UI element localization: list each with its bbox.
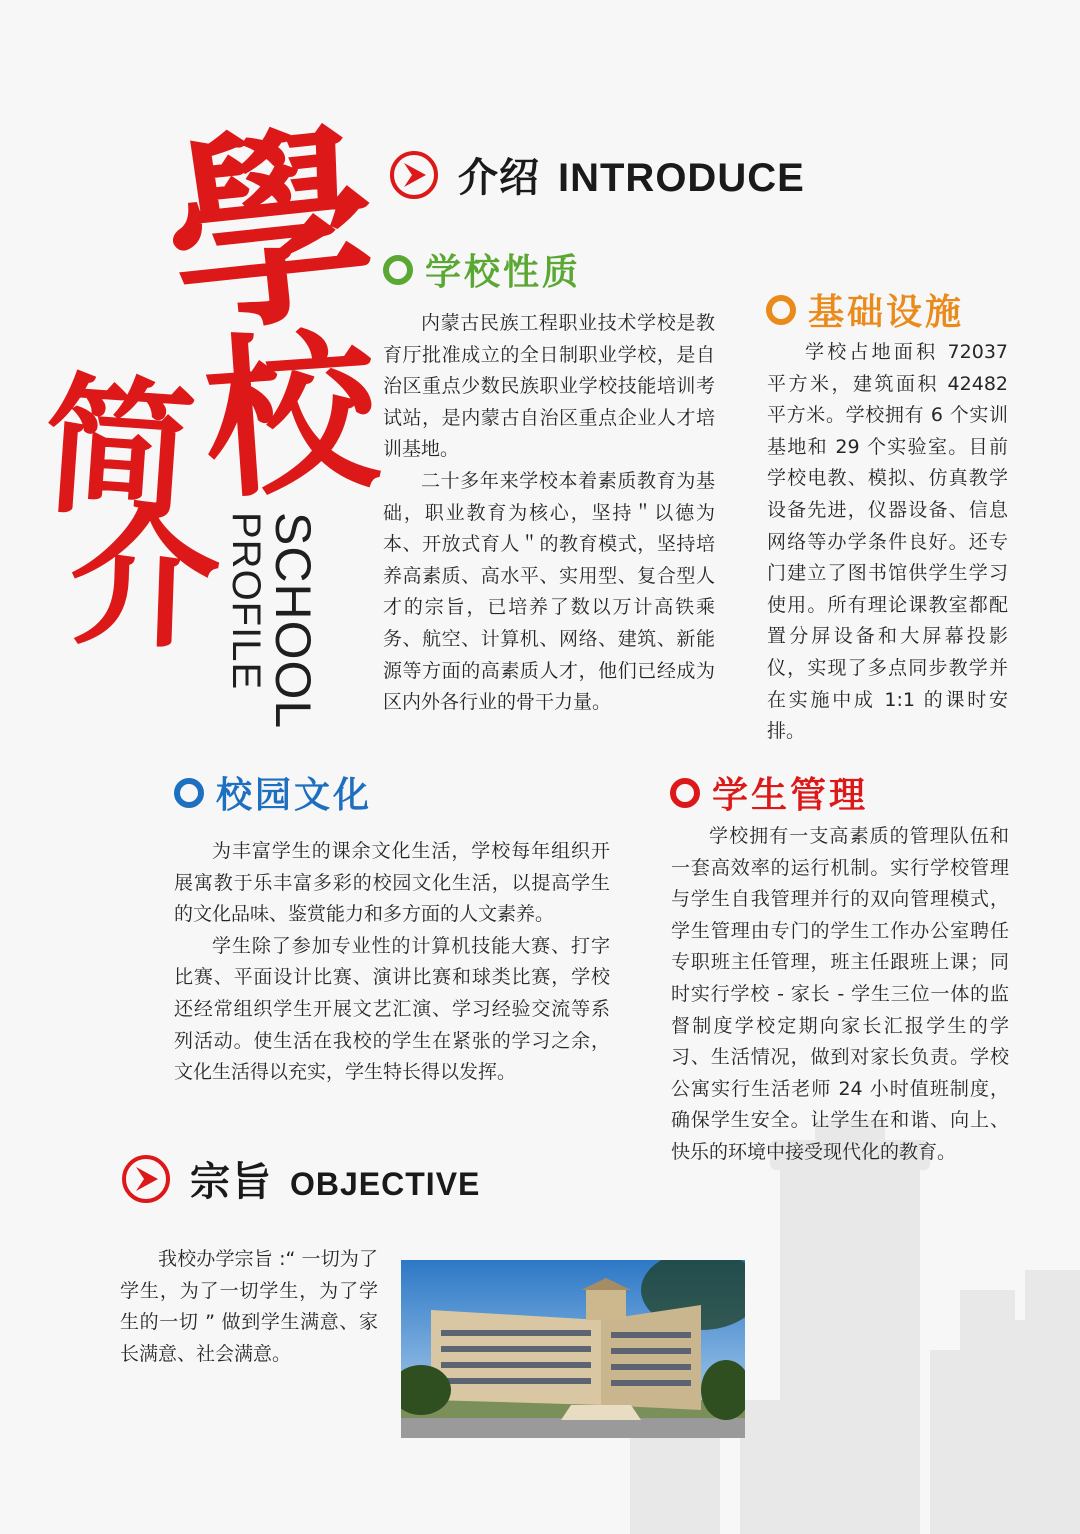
introduce-cn: 介绍 <box>458 156 540 200</box>
title-char-xue: 學 <box>155 99 389 365</box>
facilities-heading <box>766 284 964 335</box>
red-ring-icon <box>670 778 700 808</box>
culture-body <box>174 836 610 1089</box>
green-ring-icon <box>383 255 413 285</box>
culture-paragraph-2: 学生除了参加专业性的计算机技能大赛、打字比赛、平面设计比赛、演讲比赛和球类比赛，学校还经常组织学生开展文艺汇演、学习经验交流等系列活动。使生活在我校的学生在紧张的学习之余，文化生活得以充实，学生特长得以发挥。 <box>174 934 610 1084</box>
red-arrow-circle-icon <box>120 1153 172 1205</box>
objective-title <box>190 1150 480 1207</box>
culture-heading <box>174 767 372 818</box>
nature-paragraph-2: 二十多年来学校本着素质教育为基础，职业教育为核心，坚持＂以德为本、开放式育人＂的教育模式，坚持培养高素质、高水平、实用型、复合型人才的宗旨，已培养了数以万计高铁乘务、航空、计算机、网络、建筑、新能源等方面的高素质人才，他们已经成为区内外各行业的骨干力量。 <box>383 469 715 714</box>
management-body <box>671 821 1009 1169</box>
campus-building-photo <box>401 1260 745 1438</box>
objective-en: OBJECTIVE <box>290 1166 481 1202</box>
objective-paragraph: 我校办学宗旨 :“ 一切为了学生，为了一切学生，为了学生的一切 ” 做到学生满意、家长满意、社会满意。 <box>120 1248 378 1365</box>
facilities-title: 基础设施 <box>808 292 965 333</box>
red-arrow-circle-icon <box>388 149 440 201</box>
title-en-school: SCHOOL <box>265 512 321 730</box>
nature-heading <box>383 244 581 295</box>
nature-paragraph-1: 内蒙古民族工程职业技术学校是教育厅批准成立的全日制职业学校，是自治区重点少数民族职业学校技能培训考试站，是内蒙古自治区重点企业人才培训基地。 <box>383 312 715 461</box>
introduce-en: INTRODUCE <box>558 156 805 200</box>
management-paragraph-1: 学校拥有一支高素质的管理队伍和一套高效率的运行机制。实行学校管理与学生自我管理并行的双向管理模式，学生管理由专门的学生工作办公室聘任专职班主任管理，班主任跟班上课；同时实行学校 - 家长 - 学生三位一体的监督制度学校定期向家长汇报学生的学习、生活情况，做到对家长负责。学校公寓实行生活老师 24 小时值班制度，确保学生安全。让学生在和谐、向上、快乐的环境中接受现代化的教育。 <box>671 825 1009 1163</box>
title-char-jian: 简 <box>38 356 200 544</box>
management-title: 学生管理 <box>712 775 869 816</box>
culture-paragraph-1: 为丰富学生的课余文化生活，学校每年组织开展寓教于乐丰富多彩的校园文化生活，以提高学生的文化品味、鉴赏能力和多方面的人文素养。 <box>174 840 610 926</box>
title-char-jie: 介 <box>66 489 224 671</box>
culture-title: 校园文化 <box>216 775 373 816</box>
orange-ring-icon <box>766 295 796 325</box>
introduce-title <box>458 146 805 203</box>
objective-body <box>120 1244 378 1370</box>
title-char-xiao: 校 <box>198 308 384 523</box>
facilities-body <box>767 337 1008 748</box>
nature-title: 学校性质 <box>425 252 582 293</box>
nature-body <box>383 308 715 719</box>
blue-ring-icon <box>174 778 204 808</box>
facilities-paragraph-1: 学校占地面积 72037 平方米，建筑面积 42482 平方米。学校拥有 6 个实训基地和 29 个实验室。目前学校电教、模拟、仿真教学设备先进，仪器设备、信息网络等办学条件良好。还专门建立了图书馆供学生学习使用。所有理论课教室都配置分屏设备和大屏幕投影仪，实现了多点同步教学并在实施中成 1:1 的课时安排。 <box>767 341 1008 743</box>
objective-cn: 宗旨 <box>190 1160 272 1204</box>
introduce-heading <box>388 146 805 203</box>
title-en-profile: PROFILE <box>224 512 268 691</box>
objective-heading <box>120 1150 480 1207</box>
management-heading <box>670 767 868 818</box>
